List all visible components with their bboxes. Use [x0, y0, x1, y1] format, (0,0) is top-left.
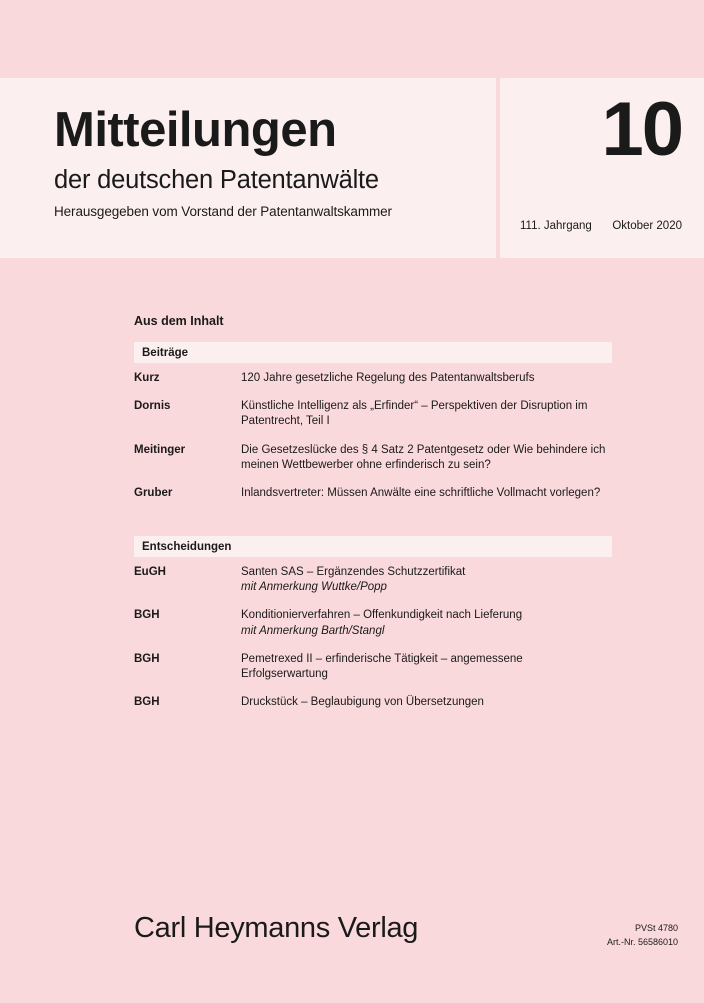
section-header-beitraege: Beiträge [134, 342, 612, 363]
section-spacer [134, 514, 612, 536]
entry-title: 120 Jahre gesetzliche Regelung des Patentanwaltsberufs [241, 372, 535, 384]
entry-title: Druckstück – Beglaubigung von Übersetzungen [241, 696, 484, 709]
toc-entry [134, 565, 612, 595]
volume-label: 111. Jahrgang [520, 220, 592, 232]
entry-title: Inlandsvertreter: Müssen Anwälte eine schriftliche Vollmacht vorlegen? [241, 486, 601, 499]
toc-entry [134, 608, 612, 638]
entry-author: Meitinger [134, 443, 186, 456]
masthead-right-panel [496, 78, 704, 258]
publisher-name: Carl Heymanns Verlag [134, 912, 419, 944]
pvst-code: PVSt 4780 [634, 923, 678, 933]
entry-author: BGH [134, 609, 160, 622]
toc-entry [134, 399, 612, 429]
entry-author: Gruber [134, 486, 173, 499]
contents-heading: Aus dem Inhalt [134, 314, 224, 328]
toc-entry [134, 695, 612, 710]
section-header-entscheidungen: Entscheidungen [134, 536, 612, 557]
entry-author: Kurz [134, 372, 160, 384]
entry-title: Künstliche Intelligenz als „Erfinder“ – Perspektiven der Disruption im Patentrecht, Teil I [241, 400, 588, 428]
masthead-left-panel [0, 78, 496, 258]
masthead [0, 78, 704, 258]
entry-author: EuGH [134, 566, 166, 579]
entry-note: mit Anmerkung Wuttke/Popp [241, 581, 387, 594]
entry-title: Santen SAS – Ergänzendes Schutzzertifikat [241, 566, 466, 579]
entry-body [241, 608, 522, 638]
entry-note: mit Anmerkung Barth/Stangl [241, 624, 385, 637]
table-of-contents [134, 314, 612, 723]
entry-title: Die Gesetzeslücke des § 4 Satz 2 Patentgesetz oder Wie behindere ich meinen Wettbewerber ohne erfinderisch zu sein? [241, 443, 606, 471]
publication-issuer-line: Herausgegeben vom Vorstand der Patentanwaltskammer [54, 203, 392, 219]
toc-entry [134, 371, 612, 386]
toc-entry [134, 486, 612, 501]
toc-entry [134, 652, 612, 682]
publication-title: Mitteilungen [54, 103, 337, 157]
toc-entry [134, 443, 612, 473]
entry-title: Konditionierverfahren – Offenkundigkeit nach Lieferung [241, 609, 523, 622]
entry-author: Dornis [134, 400, 171, 413]
issue-meta [520, 220, 682, 232]
entry-title: Pemetrexed II – erfinderische Tätigkeit – angemessene Erfolgserwartung [241, 652, 523, 680]
article-number: Art.-Nr. 56586010 [606, 936, 678, 947]
entry-body [241, 565, 465, 595]
issue-date: Oktober 2020 [612, 220, 682, 232]
issue-number: 10 [601, 87, 682, 172]
publication-subtitle: der deutschen Patentanwälte [54, 166, 379, 194]
entry-author: BGH [134, 652, 160, 665]
footer-codes [607, 922, 678, 949]
entry-author: BGH [134, 696, 160, 709]
